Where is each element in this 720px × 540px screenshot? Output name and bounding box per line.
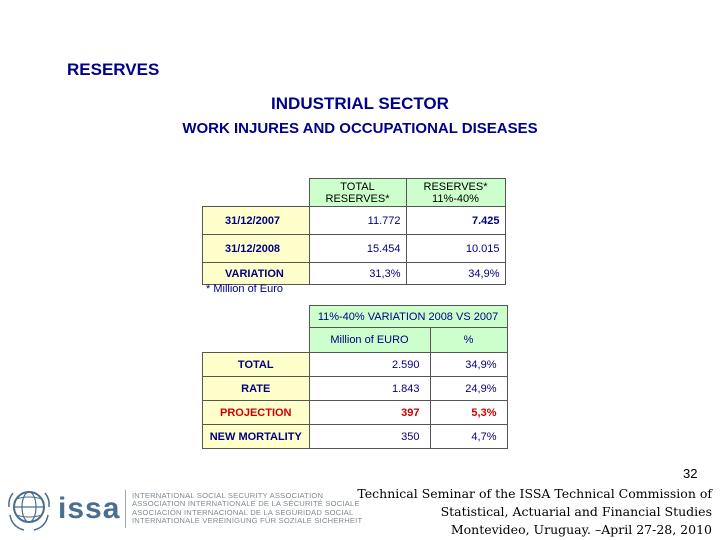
reserves-value: 34,9%: [406, 263, 505, 285]
variation-table: [202, 305, 508, 449]
section-title: RESERVES: [67, 60, 160, 79]
table-subheader-row: [203, 328, 508, 353]
organization-names: INTERNATIONAL SOCIAL SECURITY ASSOCIATION ASSOCIATION INTERNATIONALE DE LA SÉCURITÉ SOCIALE ASOCIACIÓN INTERNACIONAL DE LA SEGURIDAD SOCIAL INTERNATIONALE VEREINIGUNG FÜR SOZIALE SICHERHEIT: [132, 491, 363, 526]
table-row: [203, 425, 508, 449]
table-row: [203, 263, 506, 285]
page-number: 32: [683, 466, 698, 481]
amount-value: 397: [309, 401, 430, 425]
total-reserves-header: TOTAL RESERVES*: [309, 179, 406, 207]
page-title: INDUSTRIAL SECTOR: [271, 94, 449, 113]
row-label: RATE: [203, 377, 310, 401]
total-value: 15.454: [309, 235, 406, 263]
row-label: 31/12/2007: [203, 207, 310, 235]
row-label: PROJECTION: [203, 401, 310, 425]
row-label: VARIATION: [203, 263, 310, 285]
variation-header: 11%-40% VARIATION 2008 VS 2007: [309, 306, 507, 328]
percent-value: 34,9%: [430, 353, 507, 377]
reserves-table: [202, 178, 506, 285]
amount-value: 2.590: [309, 353, 430, 377]
percent-value: 4,7%: [430, 425, 507, 449]
table-header-row: [203, 179, 506, 207]
million-euro-header: Million of EURO: [309, 328, 430, 353]
percent-value: 5,3%: [430, 401, 507, 425]
table-row: [203, 377, 508, 401]
table-row: [203, 207, 506, 235]
amount-value: 1.843: [309, 377, 430, 401]
units-note: * Million of Euro: [206, 283, 284, 295]
row-label: 31/12/2008: [203, 235, 310, 263]
table-row: [203, 401, 508, 425]
page-subtitle: WORK INJURES AND OCCUPATIONAL DISEASES: [182, 120, 538, 137]
globe-logo-icon: [6, 485, 52, 538]
reserves-range-header: RESERVES* 11%-40%: [406, 179, 505, 207]
table-row: [203, 235, 506, 263]
issa-wordmark: issa: [58, 492, 121, 525]
total-value: 31,3%: [309, 263, 406, 285]
table-header-row: [203, 306, 508, 328]
reserves-value: 10.015: [406, 235, 505, 263]
percent-value: 24,9%: [430, 377, 507, 401]
footer-text: Technical Seminar of the ISSA Technical Commission of Statistical, Actuarial and Financial Studies Montevideo, Uruguay. –April 27-28, 2010: [357, 486, 712, 537]
reserves-value: 7.425: [406, 207, 505, 235]
logo-divider: [125, 490, 126, 528]
amount-value: 350: [309, 425, 430, 449]
row-label: NEW MORTALITY: [203, 425, 310, 449]
total-value: 11.772: [309, 207, 406, 235]
table-row: [203, 353, 508, 377]
percent-header: %: [430, 328, 507, 353]
row-label: TOTAL: [203, 353, 310, 377]
